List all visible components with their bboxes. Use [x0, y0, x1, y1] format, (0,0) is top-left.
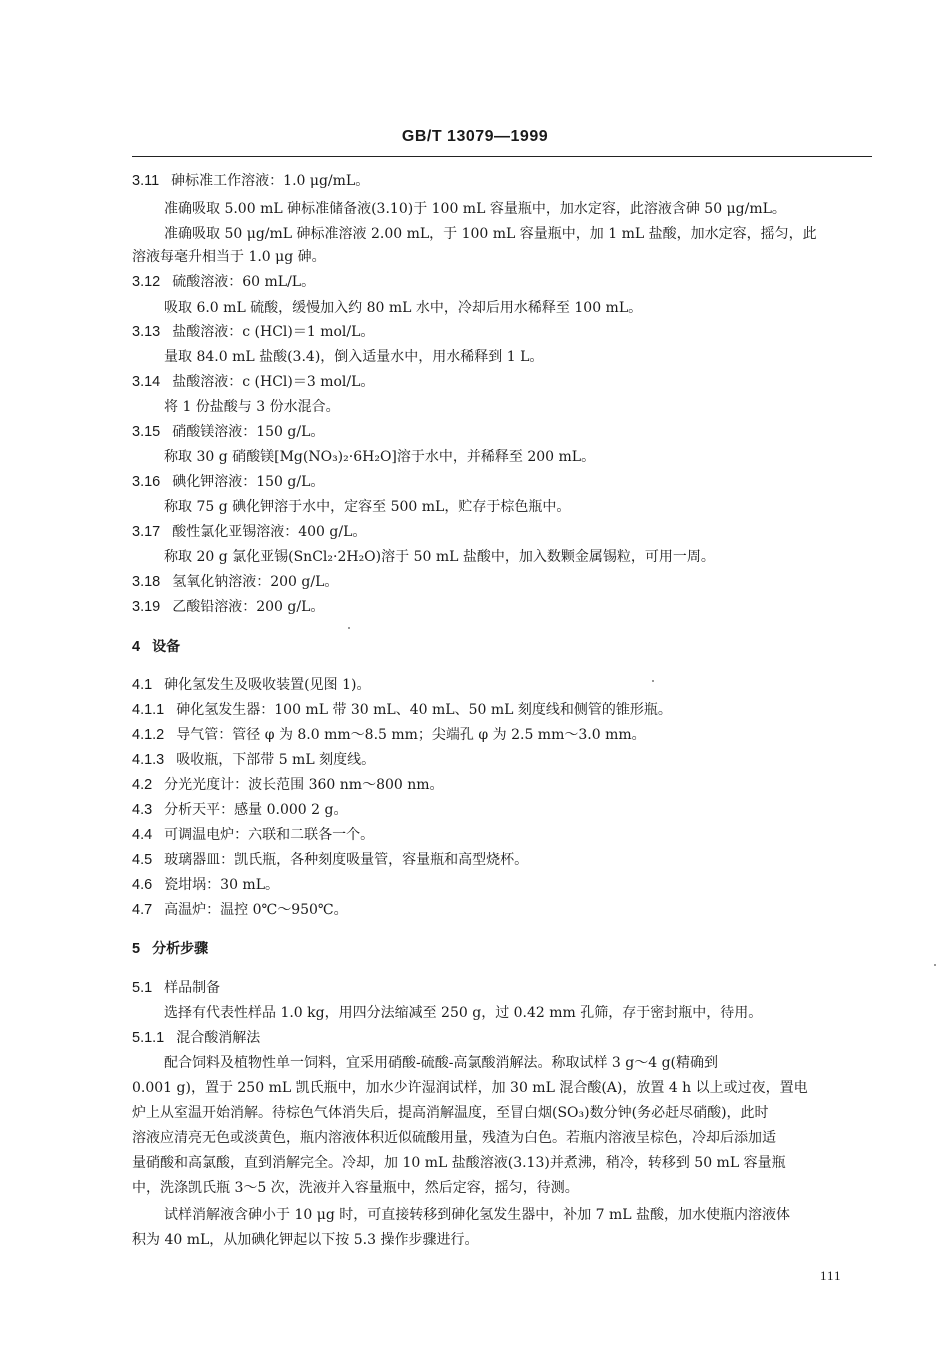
text-line	[164, 398, 340, 416]
text-line	[164, 1206, 790, 1224]
line-text: 吸取 6.0 mL 硫酸，缓慢加入约 80 mL 水中，冷却后用水稀释至 100 mL。	[164, 300, 643, 316]
text-line	[132, 1154, 786, 1172]
text-line	[164, 299, 642, 317]
line-text: 选择有代表性样品 1.0 kg，用四分法缩减至 250 g，过 0.42 mm 孔筛，存于密封瓶中，待用。	[164, 1005, 763, 1021]
standard-code: GB/T 13079—1999	[401, 128, 549, 145]
line-text: 高温炉：温控 0℃～950℃。	[164, 902, 348, 918]
line-text: 硝酸镁溶液：150 g/L。	[172, 424, 325, 440]
clause-line	[132, 801, 347, 819]
clause-number: 3.11	[132, 173, 160, 189]
clause-line	[132, 523, 366, 541]
line-text: 将 1 份盐酸与 3 份水混合。	[164, 399, 340, 415]
text-line	[132, 1104, 769, 1122]
line-text: 设备	[152, 639, 181, 655]
text-line	[164, 1054, 718, 1072]
clause-line	[132, 940, 208, 958]
clause-number: 3.13	[132, 324, 161, 340]
clause-number: 4	[132, 639, 141, 655]
text-line	[164, 348, 543, 366]
line-text: 准确吸取 50 μg/mL 砷标准溶液 2.00 mL，于 100 mL 容量瓶中，加 1 mL 盐酸，加水定容，摇匀，此	[164, 226, 817, 242]
clause-line	[132, 598, 324, 616]
clause-line	[132, 473, 324, 491]
clause-number: 4.1.2	[132, 727, 165, 743]
line-text: 0.001 g)，置于 250 mL 凯氏瓶中，加水少许湿润试样，加 30 mL 混合酸(A)，放置 4 h 以上或过夜，置电	[132, 1080, 808, 1096]
clause-number: 3.19	[132, 599, 161, 615]
clause-line	[132, 826, 374, 844]
clause-number: 4.3	[132, 802, 153, 818]
clause-number: 3.15	[132, 424, 161, 440]
text-line	[164, 548, 715, 566]
line-text: 碘化钾溶液：150 g/L。	[172, 474, 325, 490]
text-line	[164, 1004, 762, 1022]
clause-number: 5	[132, 941, 141, 957]
line-text: 炉上从室温开始消解。待棕色气体消失后，提高消解温度，至冒白烟(SO₃)数分钟(务必赶尽硝酸)，此时	[132, 1105, 769, 1121]
clause-line	[132, 273, 315, 291]
clause-line	[132, 876, 279, 894]
line-text: 乙酸铅溶液：200 g/L。	[172, 599, 325, 615]
clause-line	[132, 776, 444, 794]
line-text: 分光光度计：波长范围 360 nm～800 nm。	[164, 777, 444, 793]
line-text: 量取 84.0 mL 盐酸(3.4)，倒入适量水中，用水稀释到 1 L。	[164, 349, 544, 365]
clause-line	[132, 701, 672, 719]
line-text: 分析步骤	[152, 941, 209, 957]
header-rule	[132, 156, 872, 157]
line-text: 砷化氢发生及吸收装置(见图 1)。	[164, 677, 371, 693]
line-text: 分析天平：感量 0.000 2 g。	[164, 802, 348, 818]
line-text: 瓷坩埚：30 mL。	[164, 877, 280, 893]
clause-number: 4.1.1	[132, 702, 165, 718]
clause-line	[132, 901, 348, 919]
clause-number: 4.5	[132, 852, 153, 868]
line-text: 可调温电炉：六联和二联各一个。	[164, 827, 375, 843]
line-text: 称取 75 g 碘化钾溶于水中，定容至 500 mL，贮存于棕色瓶中。	[164, 499, 571, 515]
clause-number: 3.16	[132, 474, 161, 490]
clause-line	[132, 979, 220, 997]
line-text: 称取 20 g 氯化亚锡(SnCl₂·2H₂O)溶于 50 mL 盐酸中，加入数颗金属锡粒，可用一周。	[164, 549, 715, 565]
clause-line	[132, 573, 338, 591]
line-text: 溶液应清亮无色或淡黄色，瓶内溶液体积近似硫酸用量，残渣为白色。若瓶内溶液呈棕色，冷却后添加适	[132, 1130, 776, 1146]
line-text: 积为 40 mL，从加碘化钾起以下按 5.3 操作步骤进行。	[132, 1232, 479, 1248]
line-text: 盐酸溶液：c (HCl)＝1 mol/L。	[172, 324, 375, 340]
clause-number: 5.1	[132, 980, 153, 996]
clause-line	[132, 751, 375, 769]
line-text: 试样消解液含砷小于 10 μg 时，可直接转移到砷化氢发生器中，补加 7 mL 盐酸，加水使瓶内溶液体	[164, 1207, 791, 1223]
line-text: 中，洗涤凯氏瓶 3～5 次，洗液并入容量瓶中，然后定容，摇匀，待测。	[132, 1180, 579, 1196]
text-line	[132, 1179, 579, 1197]
line-text: 硫酸溶液：60 mL/L。	[172, 274, 316, 290]
clause-line	[132, 676, 370, 694]
line-text: 氢氧化钠溶液：200 g/L。	[172, 574, 339, 590]
line-text: 量硝酸和高氯酸，直到消解完全。冷却，加 10 mL 盐酸溶液(3.13)并煮沸，稍冷，转移到 50 mL 容量瓶	[132, 1155, 786, 1171]
clause-number: 3.17	[132, 524, 161, 540]
clause-number: 4.6	[132, 877, 153, 893]
line-text: 酸性氯化亚锡溶液：400 g/L。	[172, 524, 367, 540]
clause-number: 3.14	[132, 374, 161, 390]
clause-line	[132, 726, 646, 744]
clause-number: 4.4	[132, 827, 153, 843]
clause-line	[132, 638, 180, 656]
page-number: 111	[820, 1268, 842, 1283]
text-line	[164, 200, 786, 218]
clause-line	[132, 172, 369, 190]
line-text: 称取 30 g 硝酸镁[Mg(NO₃)₂·6H₂O]溶于水中，并稀释至 200 mL。	[164, 449, 596, 465]
text-line	[164, 448, 595, 466]
clause-number: 3.12	[132, 274, 161, 290]
scan-speck	[652, 680, 654, 682]
line-text: 砷标准工作溶液：1.0 μg/mL。	[171, 173, 370, 189]
line-text: 配合饲料及植物性单一饲料，宜采用硝酸-硫酸-高氯酸消解法。称取试样 3 g～4 g(精确到	[164, 1055, 719, 1071]
clause-number: 4.1.3	[132, 752, 165, 768]
clause-line	[132, 373, 374, 391]
line-text: 样品制备	[164, 980, 221, 996]
text-line	[132, 1079, 808, 1097]
text-line	[132, 1129, 776, 1147]
scan-speck	[934, 964, 936, 966]
line-text: 溶液每毫升相当于 1.0 μg 砷。	[132, 249, 326, 265]
clause-line	[132, 1029, 260, 1047]
text-line	[164, 225, 817, 243]
clause-number: 4.1	[132, 677, 153, 693]
line-text: 导气管：管径 φ 为 8.0 mm～8.5 mm；尖端孔 φ 为 2.5 mm～3.0 mm。	[176, 727, 646, 743]
line-text: 混合酸消解法	[176, 1030, 261, 1046]
clause-line	[132, 851, 528, 869]
line-text: 砷化氢发生器：100 mL 带 30 mL、40 mL、50 mL 刻度线和侧管的锥形瓶。	[176, 702, 672, 718]
clause-number: 5.1.1	[132, 1030, 165, 1046]
clause-number: 3.18	[132, 574, 161, 590]
clause-number: 4.7	[132, 902, 153, 918]
line-text: 盐酸溶液：c (HCl)＝3 mol/L。	[172, 374, 375, 390]
clause-number: 4.2	[132, 777, 153, 793]
line-text: 玻璃器皿：凯氏瓶，各种刻度吸量管，容量瓶和高型烧杯。	[164, 852, 529, 868]
line-text: 吸收瓶，下部带 5 mL 刻度线。	[176, 752, 376, 768]
text-line	[132, 1231, 478, 1249]
clause-line	[132, 323, 374, 341]
text-line	[132, 248, 326, 266]
line-text: 准确吸取 5.00 mL 砷标准储备液(3.10)于 100 mL 容量瓶中，加水定容，此溶液含砷 50 μg/mL。	[164, 201, 786, 217]
scan-speck	[348, 627, 350, 629]
clause-line	[132, 423, 324, 441]
text-line	[164, 498, 570, 516]
